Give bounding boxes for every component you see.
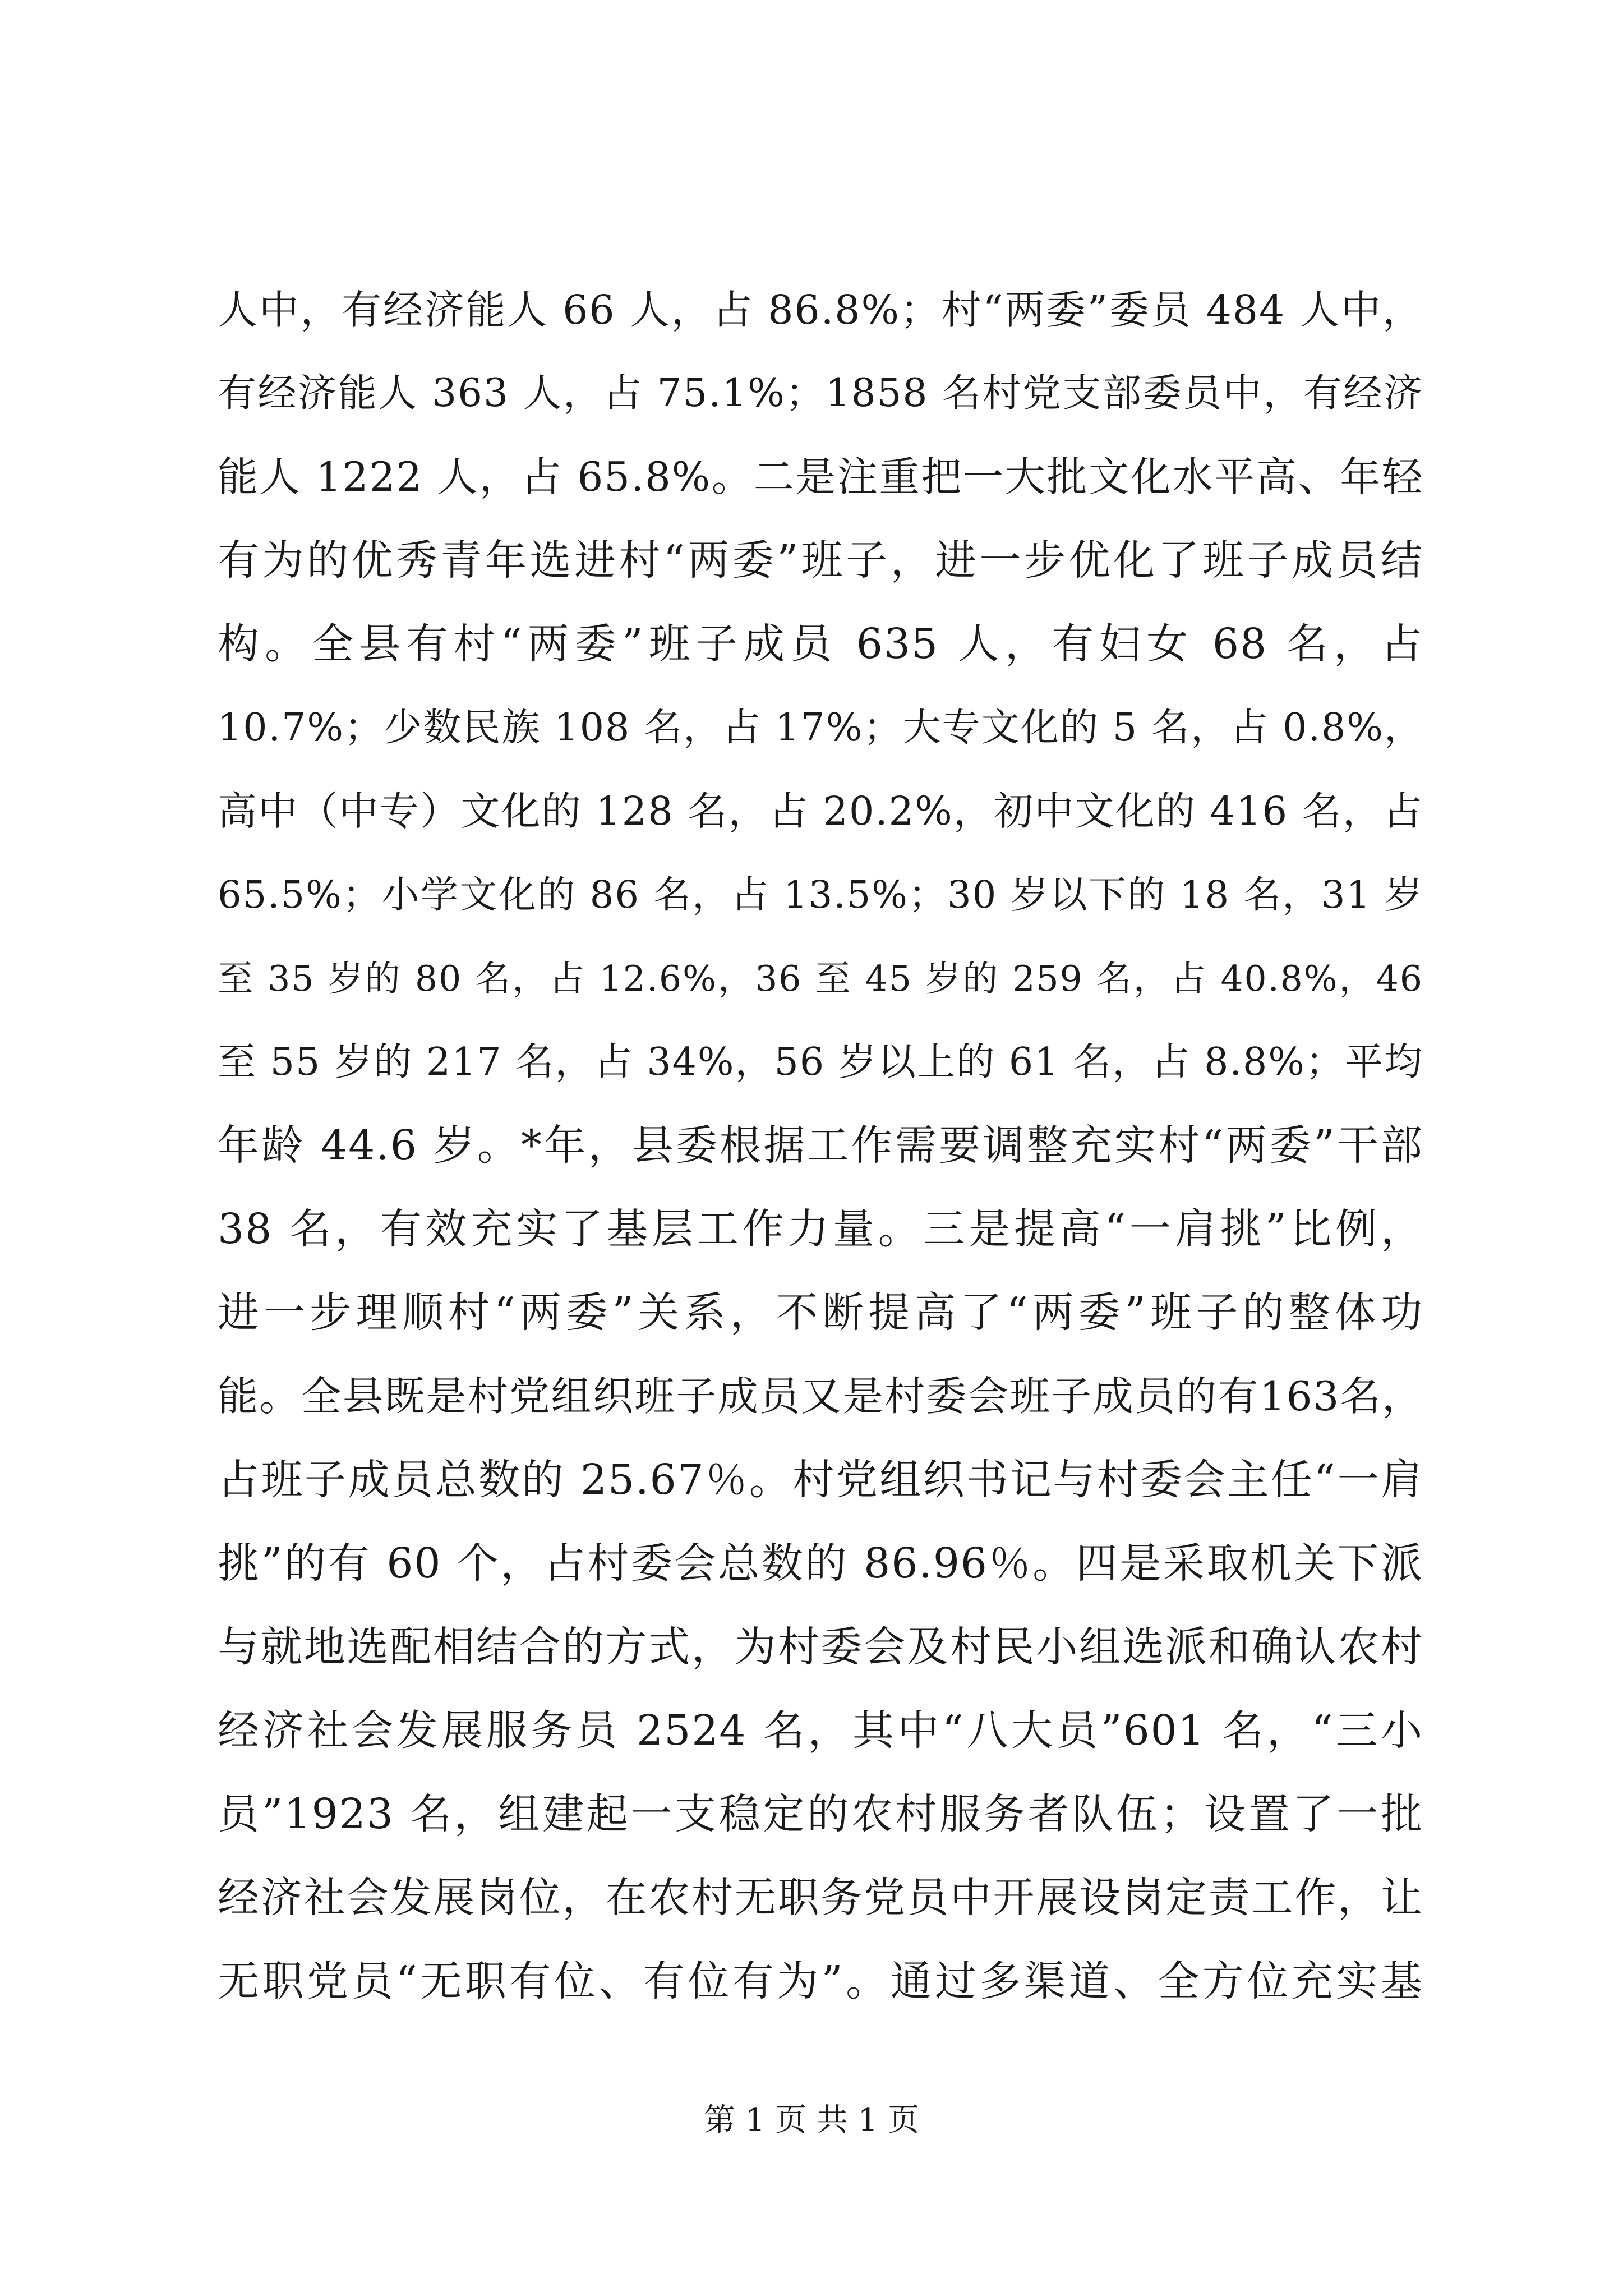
text-line: 38 名，有效充实了基层工作力量。三是提高“一肩挑”比例， [218, 1205, 1423, 1253]
body-text [218, 268, 1423, 2023]
text-line: 至 55 岁的 217 名，占 34%，56 岁以上的 61 名，占 8.8%；平均 [218, 1040, 1423, 1084]
text-line: 有为的优秀青年选进村“两委”班子，进一步优化了班子成员结 [218, 536, 1423, 585]
text-line: 65.5%；小学文化的 86 名，占 13.5%；30 岁以下的 18 名，31 岁 [218, 873, 1423, 917]
text-line: 经济社会发展岗位，在农村无职务党员中开展设岗定责工作，让 [218, 1874, 1423, 1922]
text-line: 挑”的有 60 个，占村委会总数的 86.96％。四是采取机关下派 [218, 1539, 1423, 1588]
text-line: 与就地选配相结合的方式，为村委会及村民小组选派和确认农村 [218, 1623, 1423, 1671]
text-line: 构。全县有村“两委”班子成员 635 人，有妇女 68 名，占 [218, 620, 1423, 668]
text-line: 占班子成员总数的 25.67％。村党组织书记与村委会主任“一肩 [218, 1456, 1423, 1504]
text-line: 人中，有经济能人 66 人，占 86.8%；村“两委”委员 484 人中， [218, 287, 1423, 333]
text-line: 能。全县既是村党组织班子成员又是村委会班子成员的有163名， [218, 1373, 1423, 1420]
text-line: 高中（中专）文化的 128 名，占 20.2%，初中文化的 416 名，占 [218, 788, 1423, 834]
page-number: 第 1 页 共 1 页 [703, 2102, 920, 2138]
text-line: 进一步理顺村“两委”关系，不断提高了“两委”班子的整体功 [218, 1289, 1423, 1337]
text-line: 无职党员“无职有位、有位有为”。通过多渠道、全方位充实基 [218, 1957, 1423, 2005]
text-line: 员”1923 名，组建起一支稳定的农村服务者队伍；设置了一批 [218, 1790, 1423, 1838]
text-line: 能人 1222 人，占 65.8%。二是注重把一大批文化水平高、年轻 [218, 453, 1423, 500]
page-footer [0, 2098, 1623, 2143]
text-line: 年龄 44.6 岁。*年，县委根据工作需要调整充实村“两委”干部 [218, 1121, 1423, 1170]
text-line: 经济社会发展服务员 2524 名，其中“八大员”601 名，“三小 [218, 1706, 1423, 1755]
text-line: 10.7%；少数民族 108 名，占 17%；大专文化的 5 名，占 0.8%， [218, 706, 1423, 750]
text-line: 至 35 岁的 80 名，占 12.6%，36 至 45 岁的 259 名，占 40.8%，46 [218, 958, 1423, 999]
text-line: 有经济能人 363 人，占 75.1%；1858 名村党支部委员中，有经济 [218, 371, 1423, 416]
